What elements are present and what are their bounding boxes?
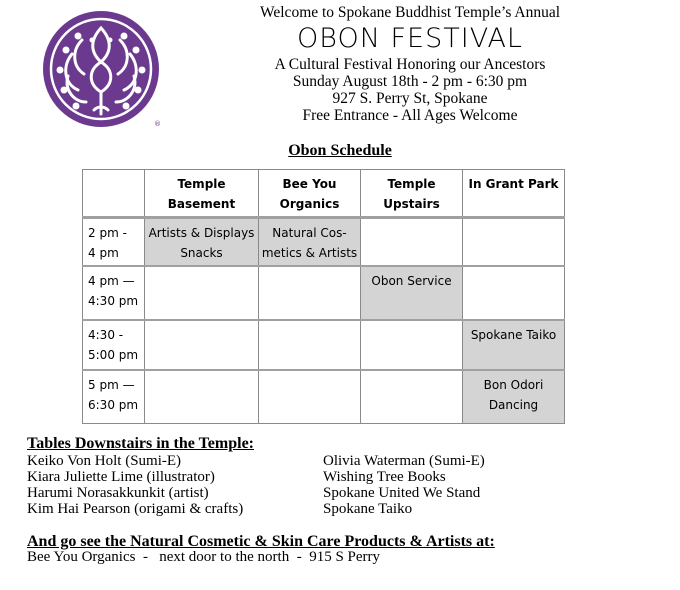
- schedule-table: [82, 169, 565, 424]
- time-cell: 4 pm — 4:30 pm: [83, 266, 145, 320]
- subtitle-line: A Cultural Festival Honoring our Ancestors: [274, 56, 546, 73]
- festival-header: [240, 4, 580, 124]
- column-header: Bee You Organics: [259, 170, 361, 218]
- event-cell: [361, 218, 463, 266]
- welcome-line: Welcome to Spokane Buddhist Temple’s Annual: [259, 4, 561, 21]
- column-header: In Grant Park: [463, 170, 565, 218]
- table-row: [83, 370, 565, 424]
- list-item: Kiara Juliette Lime (illustrator): [27, 469, 215, 485]
- date-line: Sunday August 18th - 2 pm - 6:30 pm: [292, 73, 528, 90]
- event-cell: [259, 320, 361, 370]
- vendor-list-right: [323, 453, 485, 517]
- vendor-list-left: [27, 453, 243, 517]
- list-item: Kim Hai Pearson (origami & crafts): [27, 501, 244, 517]
- list-item: Spokane Taiko: [323, 501, 413, 517]
- event-cell: [145, 370, 259, 424]
- event-cell: [361, 320, 463, 370]
- event-cell: [463, 266, 565, 320]
- event-cell: Spokane Taiko: [463, 320, 565, 370]
- event-cell: [259, 266, 361, 320]
- registered-mark: ®: [154, 120, 161, 128]
- event-cell: Bon Odori Dancing: [463, 370, 565, 424]
- column-header: Temple Upstairs: [361, 170, 463, 218]
- event-cell: [259, 370, 361, 424]
- event-cell: [145, 266, 259, 320]
- list-item: Wishing Tree Books: [323, 469, 446, 485]
- schedule-title: Obon Schedule: [288, 142, 392, 159]
- list-item: Spokane United We Stand: [323, 485, 481, 501]
- table-row: [83, 320, 565, 370]
- corner-cell: [83, 170, 145, 218]
- table-row: [83, 266, 565, 320]
- festival-title: OBON FESTIVAL: [297, 23, 523, 54]
- entrance-line: Free Entrance - All Ages Welcome: [302, 107, 518, 124]
- address-line: 927 S. Perry St, Spokane: [332, 90, 488, 107]
- column-header: Temple Basement: [145, 170, 259, 218]
- event-cell: Natural Cos- metics & Artists: [259, 218, 361, 266]
- event-cell: [463, 218, 565, 266]
- event-cell: [361, 370, 463, 424]
- temple-crest-icon: [42, 10, 160, 128]
- event-cell: Obon Service: [361, 266, 463, 320]
- table-row: [83, 218, 565, 266]
- goto-title: And go see the Natural Cosmetic & Skin Care Products & Artists at:: [27, 533, 495, 550]
- time-cell: 5 pm — 6:30 pm: [83, 370, 145, 424]
- event-cell: [145, 320, 259, 370]
- event-cell: Artists & Displays Snacks: [145, 218, 259, 266]
- list-item: Olivia Waterman (Sumi-E): [323, 453, 485, 469]
- time-cell: 4:30 - 5:00 pm: [83, 320, 145, 370]
- schedule-header-row: [83, 170, 565, 218]
- time-cell: 2 pm - 4 pm: [83, 218, 145, 266]
- bee-you-organics-line: Bee You Organics - next door to the north - 915 S Perry: [27, 549, 381, 565]
- list-item: Harumi Norasakkunkit (artist): [27, 485, 209, 501]
- tables-title: Tables Downstairs in the Temple:: [27, 435, 254, 452]
- list-item: Keiko Von Holt (Sumi-E): [27, 453, 182, 469]
